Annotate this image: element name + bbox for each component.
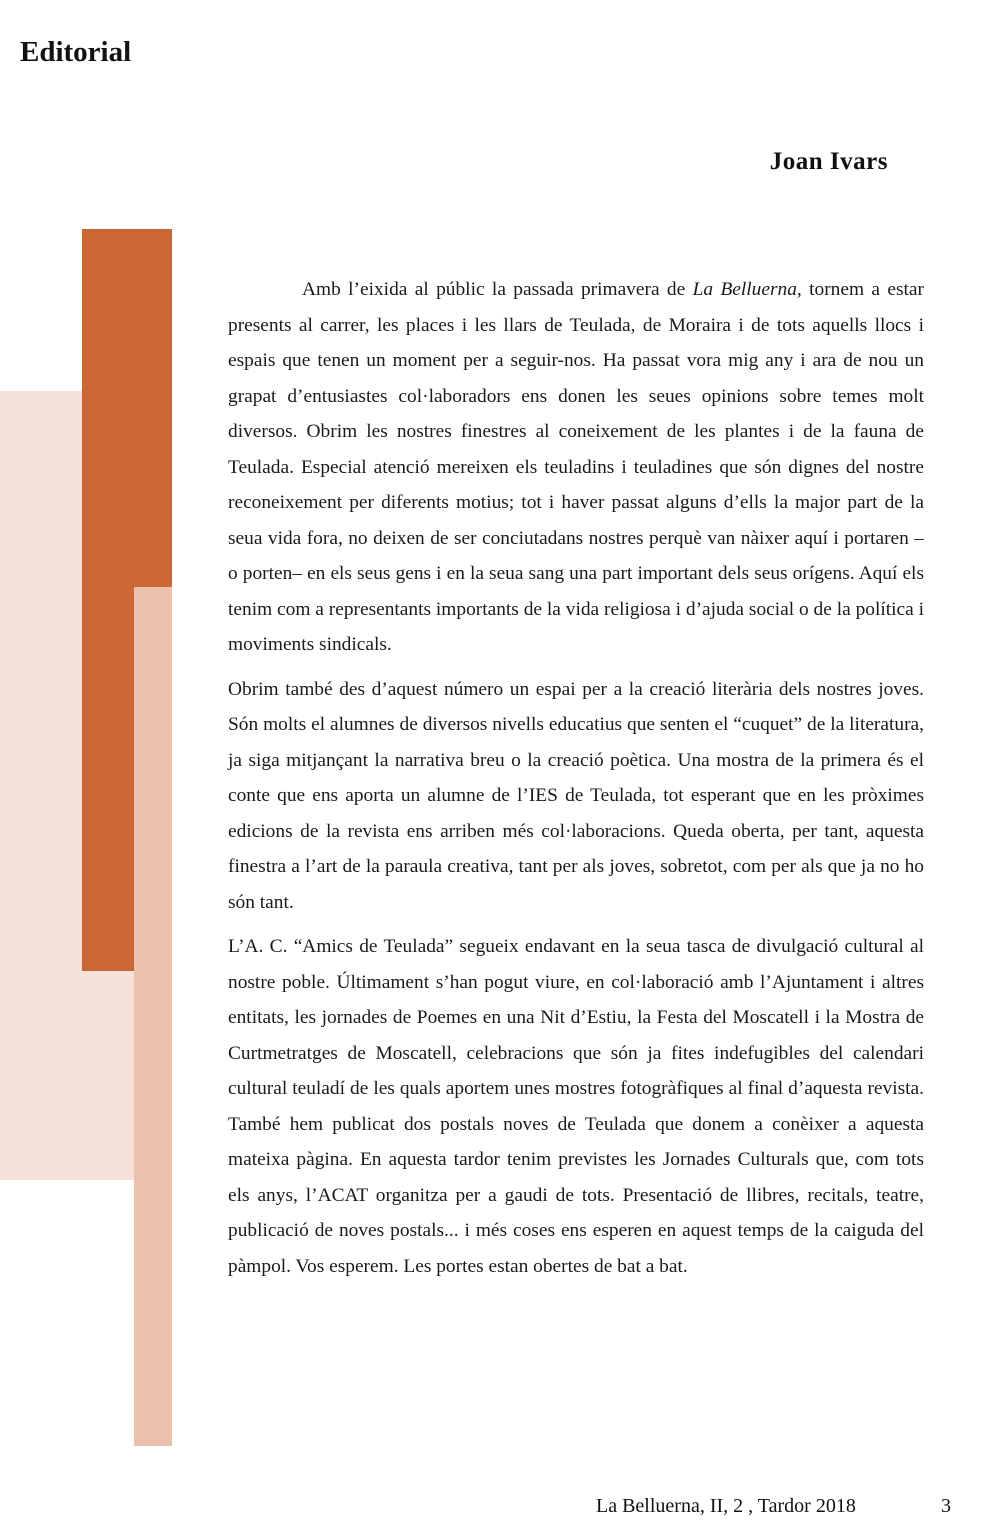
section-title: Editorial	[20, 36, 132, 68]
author-name: Joan Ivars	[769, 148, 888, 175]
footer-journal-info: La Belluerna, II, 2 , Tardor 2018	[596, 1495, 856, 1517]
page-number: 3	[941, 1495, 951, 1517]
paragraph-1-intro: Amb l’eixida al públic la passada primavera de	[302, 279, 693, 300]
paragraph-2: Obrim també des d’aquest número un espai per a la creació literària dels nostres joves. Són molts el alumnes de diversos nivells educatius que senten el “cuquet” de la literatura, ja siga mitjançant la narrativa breu o la creació poètica. Una mostra de la primera és el conte que ens aporta un alumne de l’IES de Teulada, tot esperant que en les pròximes edicions de la revista ens arriben més col·laboracions. Queda oberta, per tant, aquesta finestra a l’art de la paraula creativa, tant per als joves, sobretot, com per als que ja no ho són tant.	[228, 678, 924, 913]
paragraph-1-rest: tornem a estar presents al carrer, les places i les llars de Teulada, de Moraira i de tots aquells llocs i espais que tenen un moment per a seguir-nos. Ha passat vora mig any i ara de nou un grapat d’entusiastes col·laboradors ens donen les seues opinions sobre temes molt diversos. Obrim les nostres finestres al coneixement de les plantes i de la fauna de Teulada. Especial atenció mereixen els teuladins i teuladines que són dignes del nostre reconeixement per diferents motius; tot i haver passat alguns d’ells la major part de la seua vida fora, no deixen de ser conciutadans nostres perquè van nàixer aquí i portaren –o porten– en els seus gens i en la seua sang una part important dels seus orígens. Aquí els tenim com a representants importants de la vida religiosa i d’ajuda social o de la política i moviments sindicals.	[228, 279, 924, 655]
decorative-block-mid	[134, 587, 172, 1446]
paragraph-3: L’A. C. “Amics de Teulada” segueix endavant en la seua tasca de divulgació cultural al nostre poble. Últimament s’han pogut viure, en col·laboració amb l’Ajuntament i altres entitats, les jornades de Poemes en una Nit d’Estiu, la Festa del Moscatell i la Mostra de Curtmetratges de Moscatell, celebracions que són ja fites indefugibles del calendari cultural teuladí de les quals aportem unes mostres fotogràfiques al final d’aquesta revista. També hem publicat dos postals noves de Teulada que donem a conèixer a aquesta mateixa pàgina. En aquesta tardor tenim previstes les Jornades Culturals que, com tots els anys, l’ACAT organitza per a gaudi de tots. Presentació de llibres, recitals, teatre, publicació de noves postals... i més coses ens esperen en aquest temps de la caiguda del pàmpol. Vos esperem. Les portes estan obertes de bat a bat.	[228, 936, 924, 1277]
editorial-body	[228, 272, 924, 1293]
magazine-title: La Belluerna,	[692, 279, 802, 300]
paragraph-1	[228, 272, 924, 663]
